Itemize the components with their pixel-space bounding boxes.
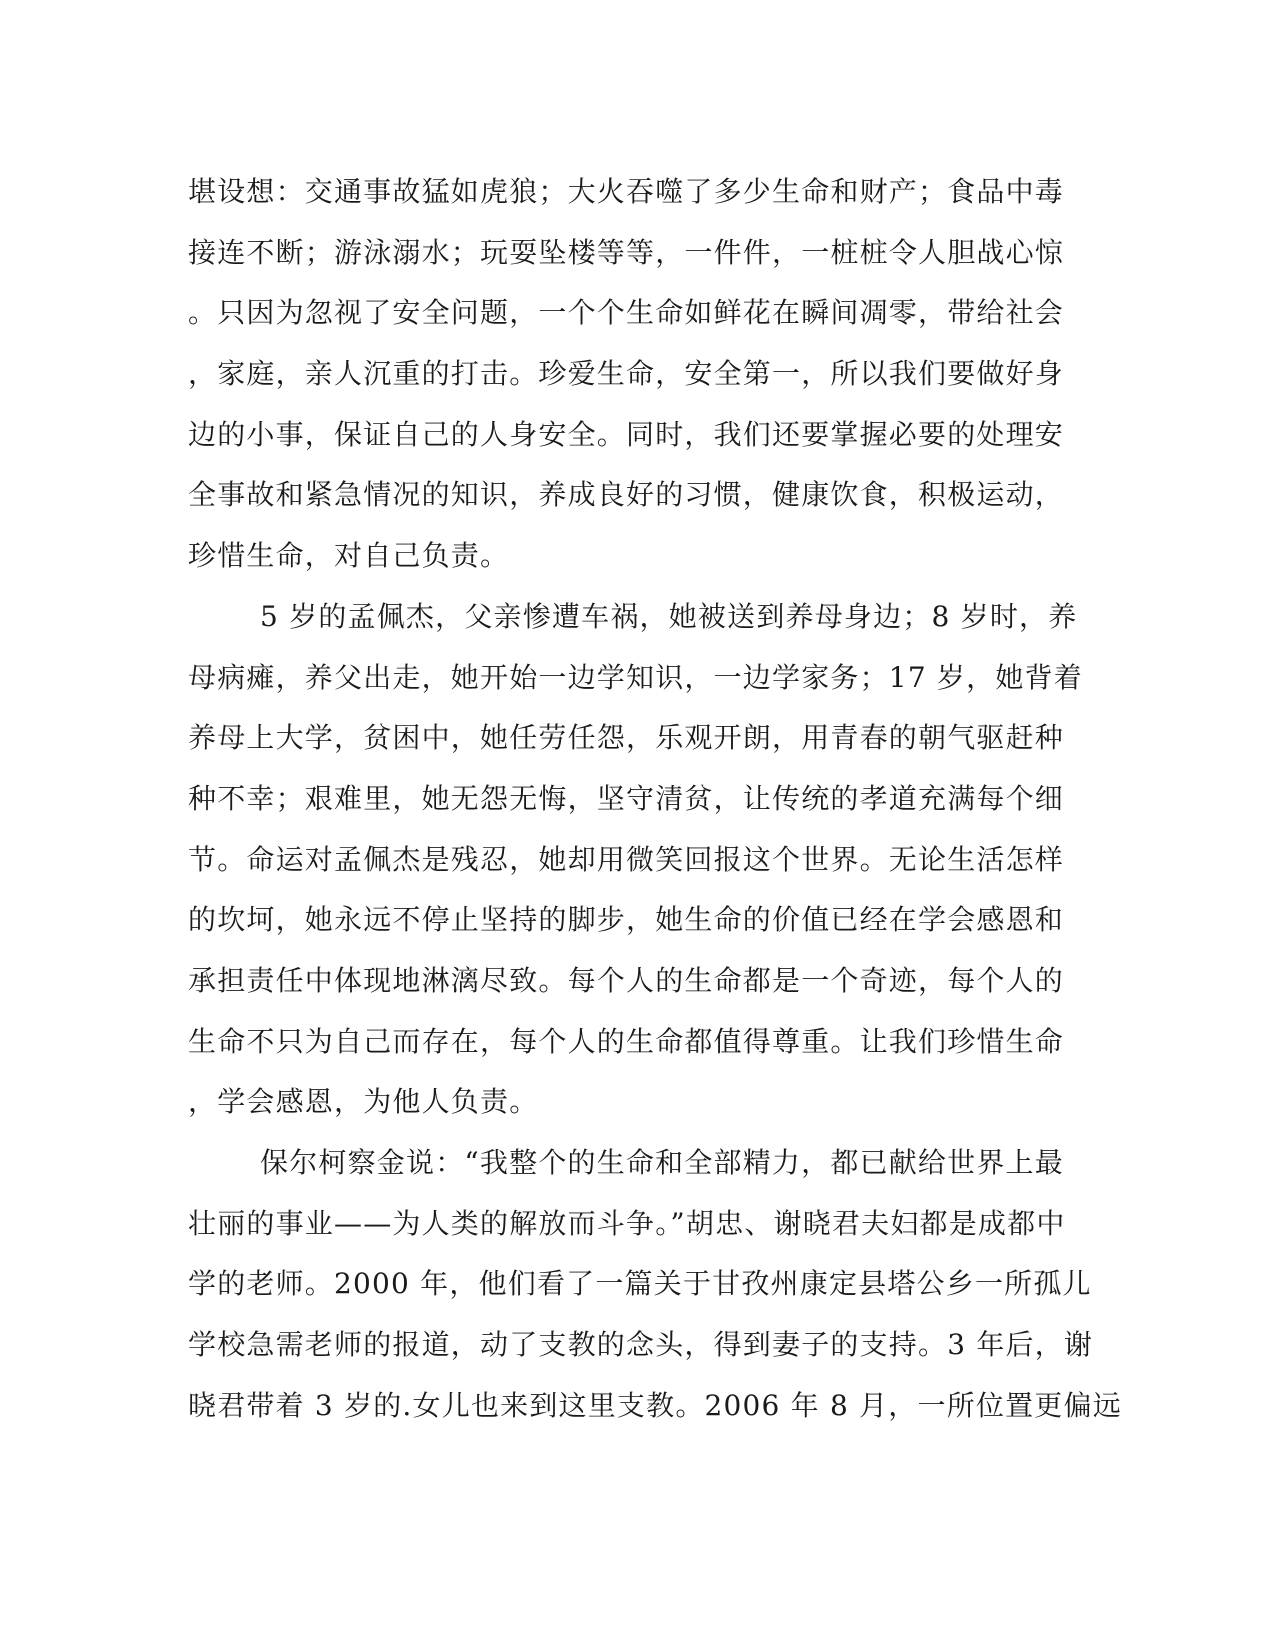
text-line: 学校急需老师的报道，动了支教的念头，得到妻子的支持。3 年后，谢: [188, 1328, 1094, 1362]
text-line: 堪设想：交通事故猛如虎狼；大火吞噬了多少生命和财产；食品中毒: [188, 175, 1065, 208]
text-line: 承担责任中体现地淋漓尽致。每个人的生命都是一个奇迹，每个人的: [188, 963, 1065, 997]
text-line: 接连不断；游泳溺水；玩耍坠楼等等，一件件，一桩桩令人胆战心惊: [188, 235, 1065, 269]
text-line: ，学会感恩，为他人负责。: [188, 1085, 539, 1119]
body-text: [188, 162, 1122, 1436]
text-line: 的坎坷，她永远不停止坚持的脚步，她生命的价值已经在学会感恩和: [188, 903, 1065, 937]
paragraph-1: [188, 162, 1088, 587]
text-line: 种不幸；艰难里，她无怨无悔，坚守清贫，让传统的孝道充满每个细: [188, 781, 1065, 815]
text-line: 生命不只为自己而存在，每个人的生命都值得尊重。让我们珍惜生命: [188, 1024, 1065, 1058]
paragraph-3: [188, 1133, 1122, 1436]
paragraph-2: [188, 587, 1088, 1133]
text-line: 节。命运对孟佩杰是残忍，她却用微笑回报这个世界。无论生活怎样: [188, 842, 1065, 876]
text-line: 学的老师。2000 年，他们看了一篇关于甘孜州康定县塔公乡一所孤儿: [188, 1267, 1092, 1301]
text-line: 5 岁的孟佩杰，父亲惨遭车祸，她被送到养母身边；8 岁时，养: [260, 599, 1078, 633]
text-line: ，家庭，亲人沉重的打击。珍爱生命，安全第一，所以我们要做好身: [188, 357, 1065, 391]
text-line: 珍惜生命，对自己负责。: [188, 539, 510, 573]
text-line: 母病瘫，养父出走，她开始一边学知识，一边学家务；17 岁，她背着: [188, 660, 1083, 694]
text-line: 边的小事，保证自己的人身安全。同时，我们还要掌握必要的处理安: [188, 417, 1065, 451]
text-line: 养母上大学，贫困中，她任劳任怨，乐观开朗，用青春的朝气驱赶种: [188, 721, 1065, 755]
text-line: 全事故和紧急情况的知识，养成良好的习惯，健康饮食，积极运动，: [188, 478, 1065, 512]
text-line: 晓君带着 3 岁的.女儿也来到这里支教。2006 年 8 月，一所位置更偏远: [188, 1388, 1122, 1422]
text-line: 壮丽的事业——为人类的解放而斗争。”胡忠、谢晓君夫妇都是成都中: [188, 1206, 1066, 1240]
text-line: 。只因为忽视了安全问题，一个个生命如鲜花在瞬间凋零，带给社会: [188, 296, 1065, 330]
text-line: 保尔柯察金说：“我整个的生命和全部精力，都已献给世界上最: [260, 1146, 1064, 1179]
